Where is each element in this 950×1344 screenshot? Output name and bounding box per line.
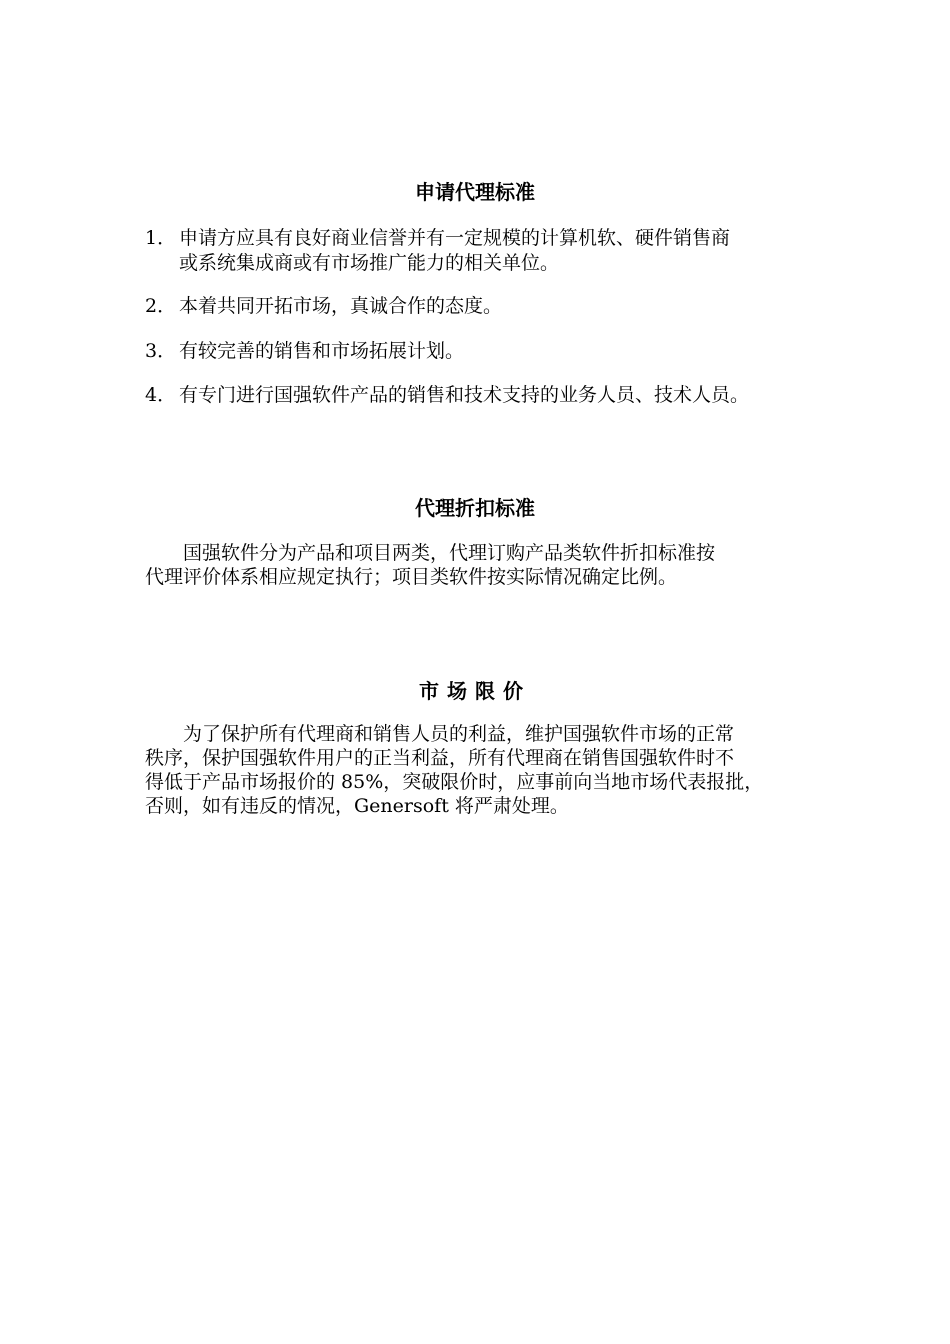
list-item	[145, 339, 845, 364]
list-item-line: 申请方应具有良好商业信誉并有一定规模的计算机软、硬件销售商	[179, 227, 731, 249]
list-item-number: 2．	[145, 295, 177, 317]
price-limit-paragraph	[145, 722, 855, 818]
section-title-apply-standard: 申请代理标准	[415, 180, 535, 204]
list-item-number: 1．	[145, 227, 177, 249]
list-item-number: 4．	[145, 384, 177, 406]
list-item-line: 本着共同开拓市场，真诚合作的态度。	[179, 295, 503, 317]
list-item-number: 3．	[145, 340, 177, 362]
paragraph-line: 秩序，保护国强软件用户的正当利益，所有代理商在销售国强软件时不	[145, 747, 735, 769]
list-item-text	[179, 294, 845, 319]
paragraph-line: 得低于产品市场报价的 85%，突破限价时，应事前向当地市场代表报批，	[145, 771, 764, 793]
list-item-line: 有专门进行国强软件产品的销售和技术支持的业务人员、技术人员。	[179, 384, 750, 406]
paragraph-line: 国强软件分为产品和项目两类，代理订购产品类软件折扣标准按	[145, 542, 716, 564]
list-item	[145, 226, 845, 276]
list-item-text	[179, 226, 845, 276]
list-item-line: 有较完善的销售和市场拓展计划。	[179, 340, 465, 362]
section-title-discount-standard: 代理折扣标准	[415, 496, 535, 520]
paragraph-line: 为了保护所有代理商和销售人员的利益，维护国强软件市场的正常	[145, 723, 735, 745]
paragraph-line: 否则，如有违反的情况，Genersoft 将严肃处理。	[145, 795, 569, 817]
list-item-text	[179, 383, 845, 408]
list-item-line: 或系统集成商或有市场推广能力的相关单位。	[179, 252, 560, 274]
paragraph-line: 代理评价体系相应规定执行；项目类软件按实际情况确定比例。	[145, 566, 678, 588]
list-item	[145, 383, 845, 408]
list-item-text	[179, 339, 845, 364]
list-item	[145, 294, 845, 319]
section-title-market-price-limit: 市场限价	[419, 679, 531, 703]
discount-paragraph	[145, 541, 855, 589]
